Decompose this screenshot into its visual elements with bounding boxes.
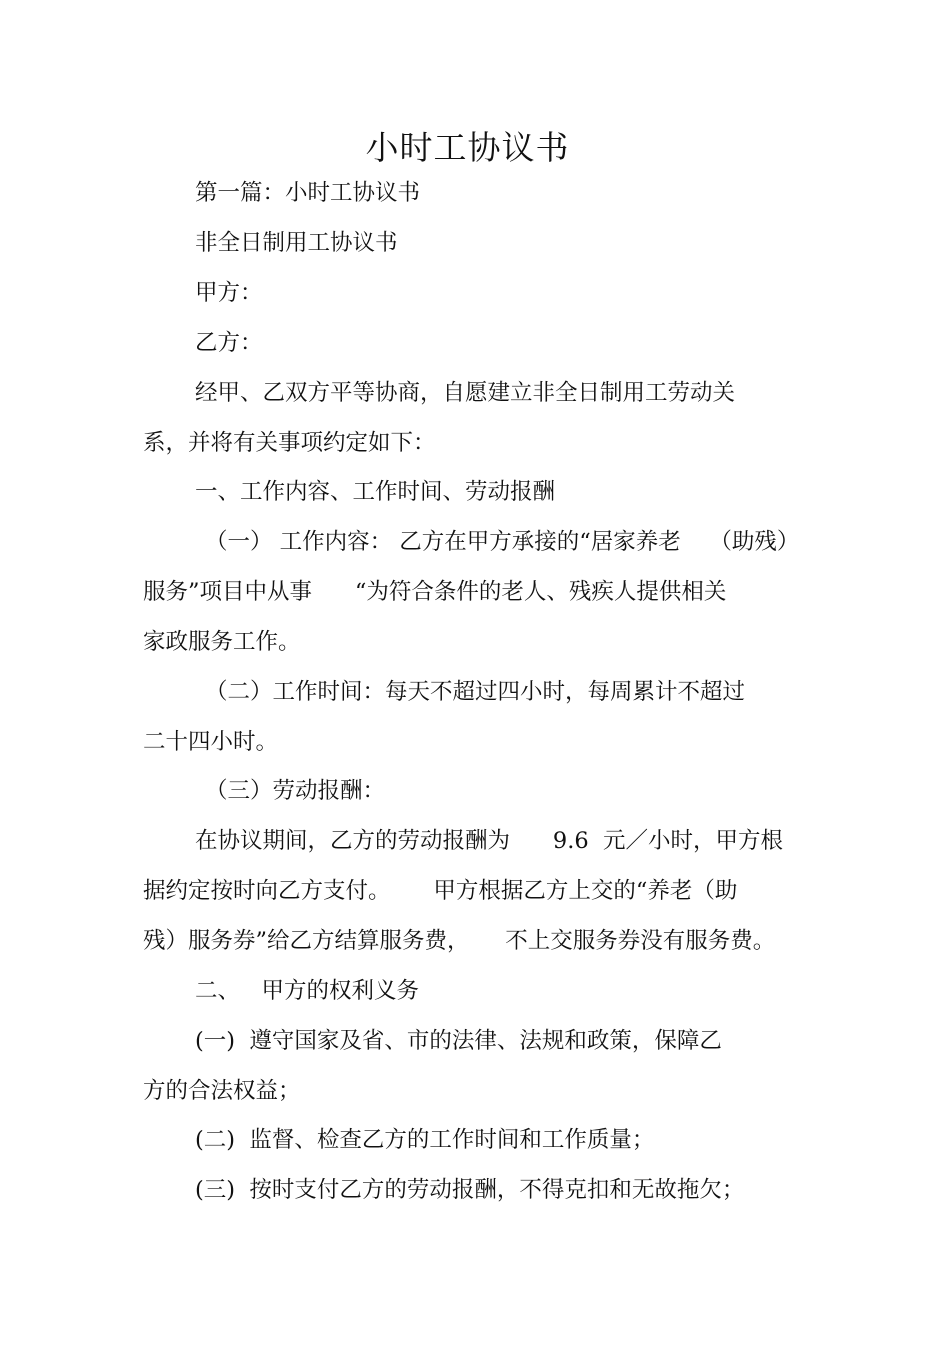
clause-line: （三）劳动报酬： [205, 778, 386, 804]
paragraph-line: 残）服务券”给乙方结算服务费， 不上交服务券没有服务费。 [143, 928, 776, 954]
clause-line: （二）工作时间：每天不超过四小时，每周累计不超过 [205, 679, 746, 705]
clause-line: 服务”项目中从事 “为符合条件的老人、残疾人提供相关 [143, 579, 727, 605]
clause-line: 方的合法权益； [143, 1078, 301, 1104]
document-title: 小时工协议书 [365, 128, 570, 167]
line-party-b: 乙方： [195, 330, 263, 356]
section-heading-1: 一、工作内容、工作时间、劳动报酬 [195, 479, 556, 505]
clause-line: 二十四小时。 [143, 729, 279, 755]
clause-line: (三) 按时支付乙方的劳动报酬，不得克扣和无故拖欠； [195, 1177, 745, 1203]
paragraph-line: 在协议期间，乙方的劳动报酬为 9.6 元／小时，甲方根 [195, 828, 784, 854]
clause-line: 家政服务工作。 [143, 629, 301, 655]
line-party-a: 甲方： [195, 280, 263, 306]
paragraph-line: 据约定按时向乙方支付。 甲方根据乙方上交的“养老（助 [143, 878, 738, 904]
clause-line: (二) 监督、检查乙方的工作时间和工作质量； [195, 1127, 655, 1153]
clause-line: (一) 遵守国家及省、市的法律、法规和政策，保障乙 [195, 1028, 722, 1054]
clause-line: （一） 工作内容： 乙方在甲方承接的“居家养老 （助残） [205, 529, 800, 555]
line-subtitle: 非全日制用工协议书 [195, 230, 398, 256]
section-heading-2: 二、 甲方的权利义务 [195, 978, 419, 1004]
paragraph-line: 经甲、乙双方平等协商，自愿建立非全日制用工劳动关 [195, 380, 736, 406]
paragraph-line: 系，并将有关事项约定如下： [143, 430, 436, 456]
line-section-heading: 第一篇：小时工协议书 [195, 180, 421, 206]
